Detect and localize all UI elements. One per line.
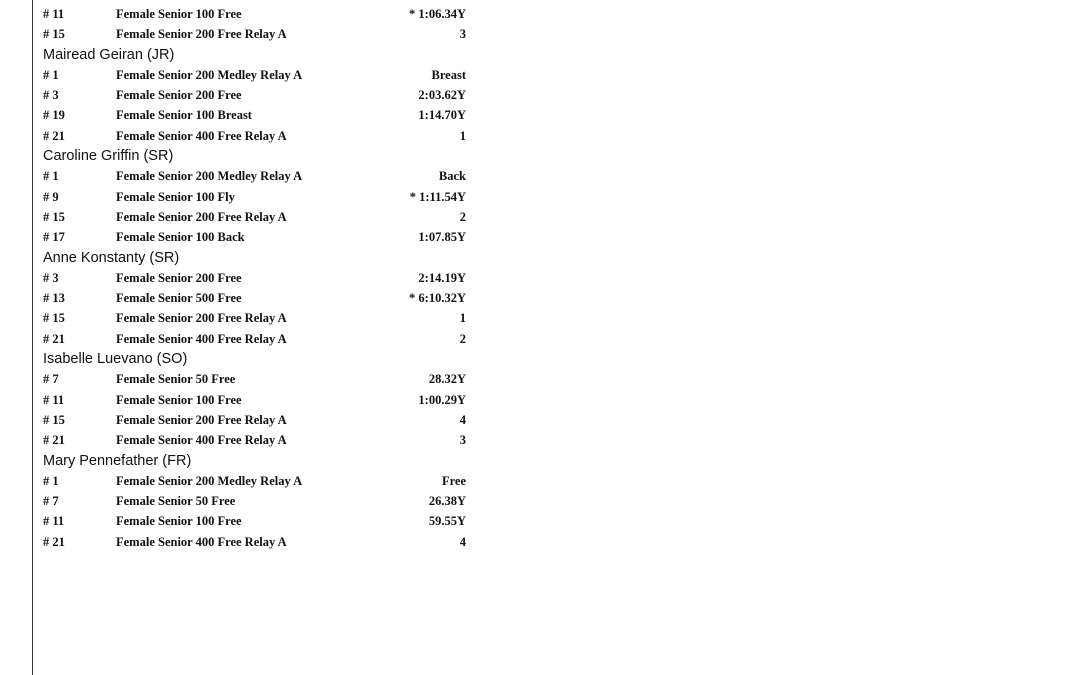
entry-list bbox=[43, 4, 473, 552]
event-name: Female Senior 200 Medley Relay A bbox=[116, 169, 303, 184]
entry-row bbox=[43, 491, 473, 511]
entry-value: 1 bbox=[459, 311, 466, 326]
event-name: Female Senior 100 Free bbox=[116, 7, 242, 21]
event-name: Female Senior 50 Free bbox=[116, 494, 236, 509]
entry-row bbox=[43, 126, 473, 146]
entry-value: 2 bbox=[459, 209, 466, 224]
event-number: # 15 bbox=[43, 412, 65, 427]
event-name: Female Senior 500 Free bbox=[116, 291, 242, 306]
entry-row bbox=[43, 369, 473, 389]
event-number: # 11 bbox=[43, 514, 65, 529]
event-number: # 1 bbox=[43, 169, 59, 184]
entry-row bbox=[43, 4, 473, 24]
entry-row bbox=[43, 268, 473, 288]
event-name: Female Senior 200 Free bbox=[116, 270, 242, 285]
event-name: Female Senior 200 Medley Relay A bbox=[116, 67, 303, 82]
entry-row bbox=[43, 227, 473, 247]
event-name: Female Senior 200 Free Relay A bbox=[116, 27, 287, 42]
entry-value: 2:03.62Y bbox=[418, 88, 466, 103]
event-number: # 1 bbox=[43, 473, 59, 488]
athlete-name: Mary Pennefather (FR) bbox=[43, 452, 192, 469]
entry-row bbox=[43, 85, 473, 105]
entry-value: 2 bbox=[459, 331, 466, 346]
event-number: # 19 bbox=[43, 108, 65, 123]
event-name: Female Senior 200 Free Relay A bbox=[116, 412, 287, 427]
event-name: Female Senior 100 Free bbox=[116, 514, 242, 529]
athlete-name: Anne Konstanty (SR) bbox=[43, 249, 180, 266]
entry-row bbox=[43, 65, 473, 85]
entry-row bbox=[43, 410, 473, 430]
event-number: # 7 bbox=[43, 372, 59, 387]
event-name: Female Senior 50 Free bbox=[116, 372, 236, 387]
event-name: Female Senior 200 Free bbox=[116, 88, 242, 103]
entry-value: 1:14.70Y bbox=[418, 108, 466, 123]
entry-value: 59.55Y bbox=[428, 514, 466, 529]
event-number: # 11 bbox=[43, 7, 65, 21]
event-number: # 13 bbox=[43, 291, 65, 306]
entry-row bbox=[43, 511, 473, 531]
entry-value: 1 bbox=[459, 128, 466, 143]
event-number: # 11 bbox=[43, 392, 65, 407]
event-number: # 7 bbox=[43, 494, 59, 509]
entry-row bbox=[43, 207, 473, 227]
entry-row bbox=[43, 166, 473, 186]
entry-value: 3 bbox=[459, 433, 466, 448]
entry-row bbox=[43, 308, 473, 328]
entry-value: * 1:06.34Y bbox=[409, 7, 466, 21]
entry-row bbox=[43, 471, 473, 491]
entry-row bbox=[43, 288, 473, 308]
event-name: Female Senior 400 Free Relay A bbox=[116, 331, 287, 346]
entry-row bbox=[43, 329, 473, 349]
entry-value: * 1:11.54Y bbox=[409, 189, 466, 204]
entry-value: 4 bbox=[459, 534, 466, 549]
entry-row bbox=[43, 532, 473, 552]
event-number: # 21 bbox=[43, 433, 65, 448]
event-number: # 9 bbox=[43, 189, 59, 204]
event-name: Female Senior 200 Medley Relay A bbox=[116, 473, 303, 488]
event-number: # 15 bbox=[43, 209, 65, 224]
entry-value: Free bbox=[441, 473, 466, 488]
entry-row bbox=[43, 187, 473, 207]
event-number: # 3 bbox=[43, 270, 59, 285]
entry-value: 3 bbox=[459, 27, 466, 42]
event-name: Female Senior 100 Breast bbox=[116, 108, 252, 123]
event-name: Female Senior 400 Free Relay A bbox=[116, 128, 287, 143]
event-name: Female Senior 100 Free bbox=[116, 392, 242, 407]
event-number: # 17 bbox=[43, 230, 65, 245]
entry-value: * 6:10.32Y bbox=[409, 291, 466, 306]
event-number: # 15 bbox=[43, 311, 65, 326]
athlete-name: Isabelle Luevano (SO) bbox=[43, 351, 188, 368]
athlete-name: Caroline Griffin (SR) bbox=[43, 148, 174, 165]
entry-value: 28.32Y bbox=[428, 372, 466, 387]
page-border bbox=[32, 0, 33, 675]
event-number: # 1 bbox=[43, 67, 59, 82]
entry-row bbox=[43, 24, 473, 44]
event-number: # 3 bbox=[43, 88, 59, 103]
entry-row bbox=[43, 105, 473, 125]
event-name: Female Senior 100 Back bbox=[116, 230, 245, 245]
entry-value: Breast bbox=[431, 67, 466, 82]
event-name: Female Senior 400 Free Relay A bbox=[116, 433, 287, 448]
entry-value: 1:07.85Y bbox=[418, 230, 466, 245]
entry-value: Back bbox=[438, 169, 466, 184]
entry-row bbox=[43, 390, 473, 410]
event-number: # 21 bbox=[43, 331, 65, 346]
entry-row bbox=[43, 430, 473, 450]
event-name: Female Senior 200 Free Relay A bbox=[116, 311, 287, 326]
entry-value: 4 bbox=[459, 412, 466, 427]
entry-value: 26.38Y bbox=[428, 494, 466, 509]
athlete-name: Mairead Geiran (JR) bbox=[43, 46, 175, 63]
event-name: Female Senior 400 Free Relay A bbox=[116, 534, 287, 549]
event-name: Female Senior 200 Free Relay A bbox=[116, 209, 287, 224]
event-number: # 21 bbox=[43, 128, 65, 143]
event-number: # 21 bbox=[43, 534, 65, 549]
event-name: Female Senior 100 Fly bbox=[116, 189, 235, 204]
entry-value: 2:14.19Y bbox=[418, 270, 466, 285]
event-number: # 15 bbox=[43, 27, 65, 42]
entry-value: 1:00.29Y bbox=[418, 392, 466, 407]
